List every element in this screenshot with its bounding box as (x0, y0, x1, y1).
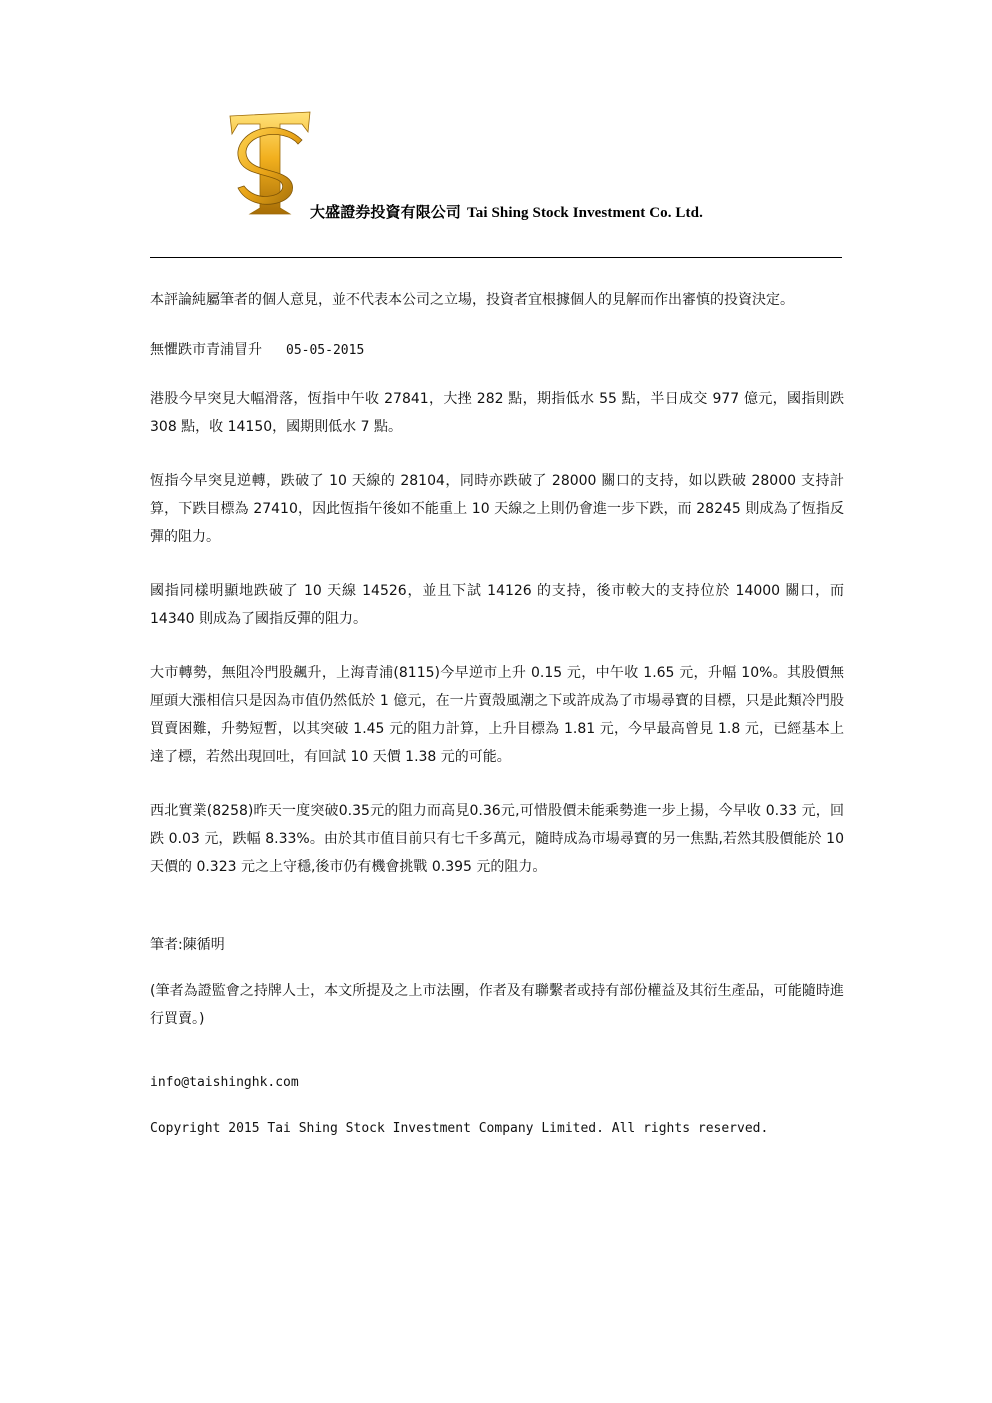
paragraph-1: 港股今早突見大幅滑落，恆指中午收 27841，大挫 282 點，期指低水 55 點，半日成交 977 億元，國指則跌 308 點，收 14150，國期則低水 7 點。 (150, 391, 844, 435)
contact-email[interactable]: info@taishinghk.com (150, 1075, 299, 1090)
article-body (150, 286, 844, 1143)
company-name-cn: 大盛證券投資有限公司 (310, 205, 462, 221)
ts-logo-icon (222, 110, 318, 222)
copyright-text: Copyright 2015 Tai Shing Stock Investment Company Limited. All rights reserved. (150, 1121, 769, 1136)
paragraph-5: 西北實業(8258)昨天一度突破0.35元的阻力而高見0.36元,可惜股價未能乘勢進一步上揚，今早收 0.33 元，回跌 0.03 元，跌幅 8.33%。由於其市值目前只有七千多萬元，隨時成為市場尋寶的另一焦點,若然其股價能於 10 天價的 0.323 元之上守穩,後市仍有機會挑戰 0.395 元的阻力。 (150, 803, 844, 875)
paragraph-3: 國指同樣明顯地跌破了 10 天線 14526，並且下試 14126 的支持，後市較大的支持位於 14000 關口，而 14340 則成為了國指反彈的阻力。 (150, 583, 844, 627)
paragraph-4: 大市轉勢，無阻冷門股飆升，上海青浦(8115)今早逆市上升 0.15 元，中午收 1.65 元，升幅 10%。其股價無厘頭大漲相信只是因為市值仍然低於 1 億元，在一片賣殼風潮之下或許成為了市場尋寶的目標，只是此類冷門股買賣困難，升勢短暫，以其突破 1.45 元的阻力計算，上升目標為 1.81 元，今早最高曾見 1.8 元，已經基本上達了標，若然出現回吐，有回試 10 天價 1.38 元的可能。 (150, 665, 844, 765)
article-date: 05-05-2015 (286, 343, 365, 358)
author-line: 筆者:陳循明 (150, 937, 225, 953)
paragraph-2: 恆指今早突見逆轉，跌破了 10 天線的 28104，同時亦跌破了 28000 關口的支持，如以跌破 28000 支持計算，下跌目標為 27410，因此恆指午後如不能重上 10 天線之上則仍會進一步下跌，而 28245 則成為了恆指反彈的阻力。 (150, 473, 844, 545)
disclaimer-text: 本評論純屬筆者的個人意見，並不代表本公司之立場，投資者宜根據個人的見解而作出審慎的投資決定。 (150, 292, 794, 308)
company-name-en: Tai Shing Stock Investment Co. Ltd. (467, 205, 703, 221)
article-heading (150, 336, 844, 365)
company-name (310, 201, 703, 222)
header-divider (150, 257, 842, 258)
author-note: (筆者為證監會之持牌人士，本文所提及之上市法團，作者及有聯繫者或持有部份權益及其衍生產品，可能隨時進行買賣。) (150, 983, 844, 1027)
article-title: 無懼跌市青浦冒升 (150, 342, 262, 358)
